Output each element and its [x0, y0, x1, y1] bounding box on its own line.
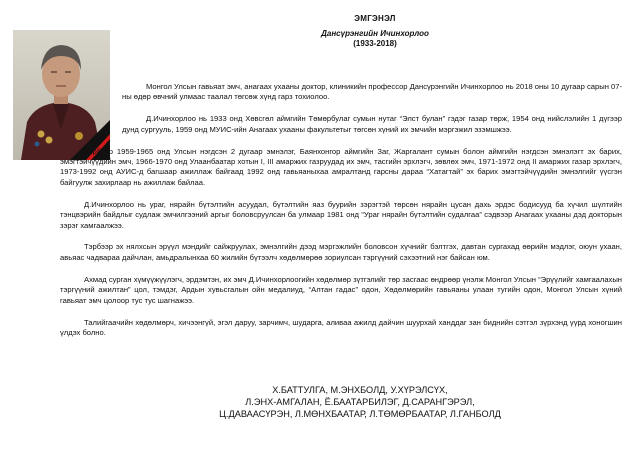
signers-list — [150, 384, 570, 421]
obituary-title: ЭМГЭНЭЛ — [354, 14, 396, 23]
signers-line: Л.ЭНХ-АМГАЛАН, Ё.БААТАРБИЛЭГ, Д.САРАНГЭРЭЛ, — [245, 397, 475, 408]
paragraph: Тэрбээр эх нялхсын эрүүл мэндийг сайжруулах, эмнэлгийн дээд мэргэжлийн боловсон хүчнийг бэлтгэх, давтан сургахад өөрийн мэдлэг, оюун ухаан, авьяас чадвараа дайчлан, амьдралынхаа 60 жилийн бүтээлч хөдөлмөрөө зориулсан тэргүүний сэхээтний нэг байсан юм. — [60, 242, 622, 262]
paragraph: Д.Ичинхорлоо нь 1933 онд Хөвсгөл аймгийн Төмөрбулаг сумын нутаг “Элст булан” гэдэг газар төрж, 1954 онд нийслэлийн 1 дүгээр дунд сургууль, 1959 онд МУИС-ийн Анагаах ухааны факультетыг төгсөн хүний их эмчийн мэргэжил эзэмшжээ. — [122, 114, 622, 134]
paragraph: Талийгаачийн хөдөлмөрч, хичээнгүй, эгэл даруу, зарчимч, шударга, аливаа ажилд дайчин шуурхай ханддаг зан биднийн сэтгэл зүрхэнд үүрд хоногшин үлдэх болно. — [60, 317, 622, 337]
signers-line: Ц.ДАВААСҮРЭН, Л.МӨНХБААТАР, Л.ТӨМӨРБААТАР, Л.ГАНБОЛД — [219, 409, 501, 420]
deceased-name: Дансүрэнгийн Ичинхорлоо — [321, 29, 429, 38]
paragraph: Ахмад сурган хүмүүжүүлэгч, эрдэмтэн, их эмч Д.Ичинхорлоогийн хөдөлмөр зүтгэлийг төр засгаас өндрөөр үнэлж Монгол Улсын “Эрүүлийг хамгаалахын тэргүүний ажилтан” цол, тэмдэг, Ардын хувьсгалын ойн медалиуд, “Алтан гадас” одон, Хөдөлмөрийн гавьяаны улаан тугийн одон, Монгол Улсын хүний гавьяат эмч цолоор тус тус шагнажээ. — [60, 274, 622, 305]
obituary-header — [150, 14, 600, 49]
obituary-body — [60, 82, 622, 350]
paragraph: Монгол Улсын гавьяат эмч, анагаах ухааны доктор, клиникийн профессор Дансүрэнгийн Ичинхорлоо нь 2018 оны 10 дугаар сарын 07-ны өдөр өвчний улмаас таалал төгсөж хүнд гарз тохиолоо. — [122, 82, 622, 102]
paragraph: Тэрбээр 1959-1965 онд Улсын нэгдсэн 2 дугаар эмнэлэг, Баянхонгор аймгийн Заг, Жаргалант сумын болон аймгийн нэгдсэн эмнэлэгт эх барих, эмэгтэйчүүдийн эмч, 1966-1970 онд Улаанбаатар хотын I, III амаржих газруудад их эмч, тасгийн эрхлэгч, зөвлөх эмч, 1971-1972 онд II амаржих газар эрхлэгч, 1973-1992 онд АУИС-д багшаар ажиллаж байгаад 1992 онд гавьяаныхаа амралтанд гарсны дараа “Хатагтай” эх барих эмэгтэйчүүдийн эмнэлгийг үүсгэн байгуулж захирлаар нь ажиллаж байлаа. — [60, 146, 622, 187]
life-dates: (1933-2018) — [353, 39, 397, 48]
paragraph: Д.Ичинхорлоо нь ураг, нярайн бүтэлтийн асуудал, бүтэлтийн яаз буурийн зэрэгтэй төрсөн нярайн цусан дахь эрдэс бодисууд ба хүчил шүлтийн тэнцвэрийн байдлыг судлаж эмчилгээний аргыг боловсруулсан ба улмаар 1981 онд “Ураг нярайн бүтэлтийн судалгаа” сэдвээр Анагаах ухааны дэд докторын зэрэг хамгаалжээ. — [60, 199, 622, 230]
signers-line: Х.БАТТУЛГА, М.ЭНХБОЛД, У.ХҮРЭЛСҮХ, — [272, 385, 448, 395]
